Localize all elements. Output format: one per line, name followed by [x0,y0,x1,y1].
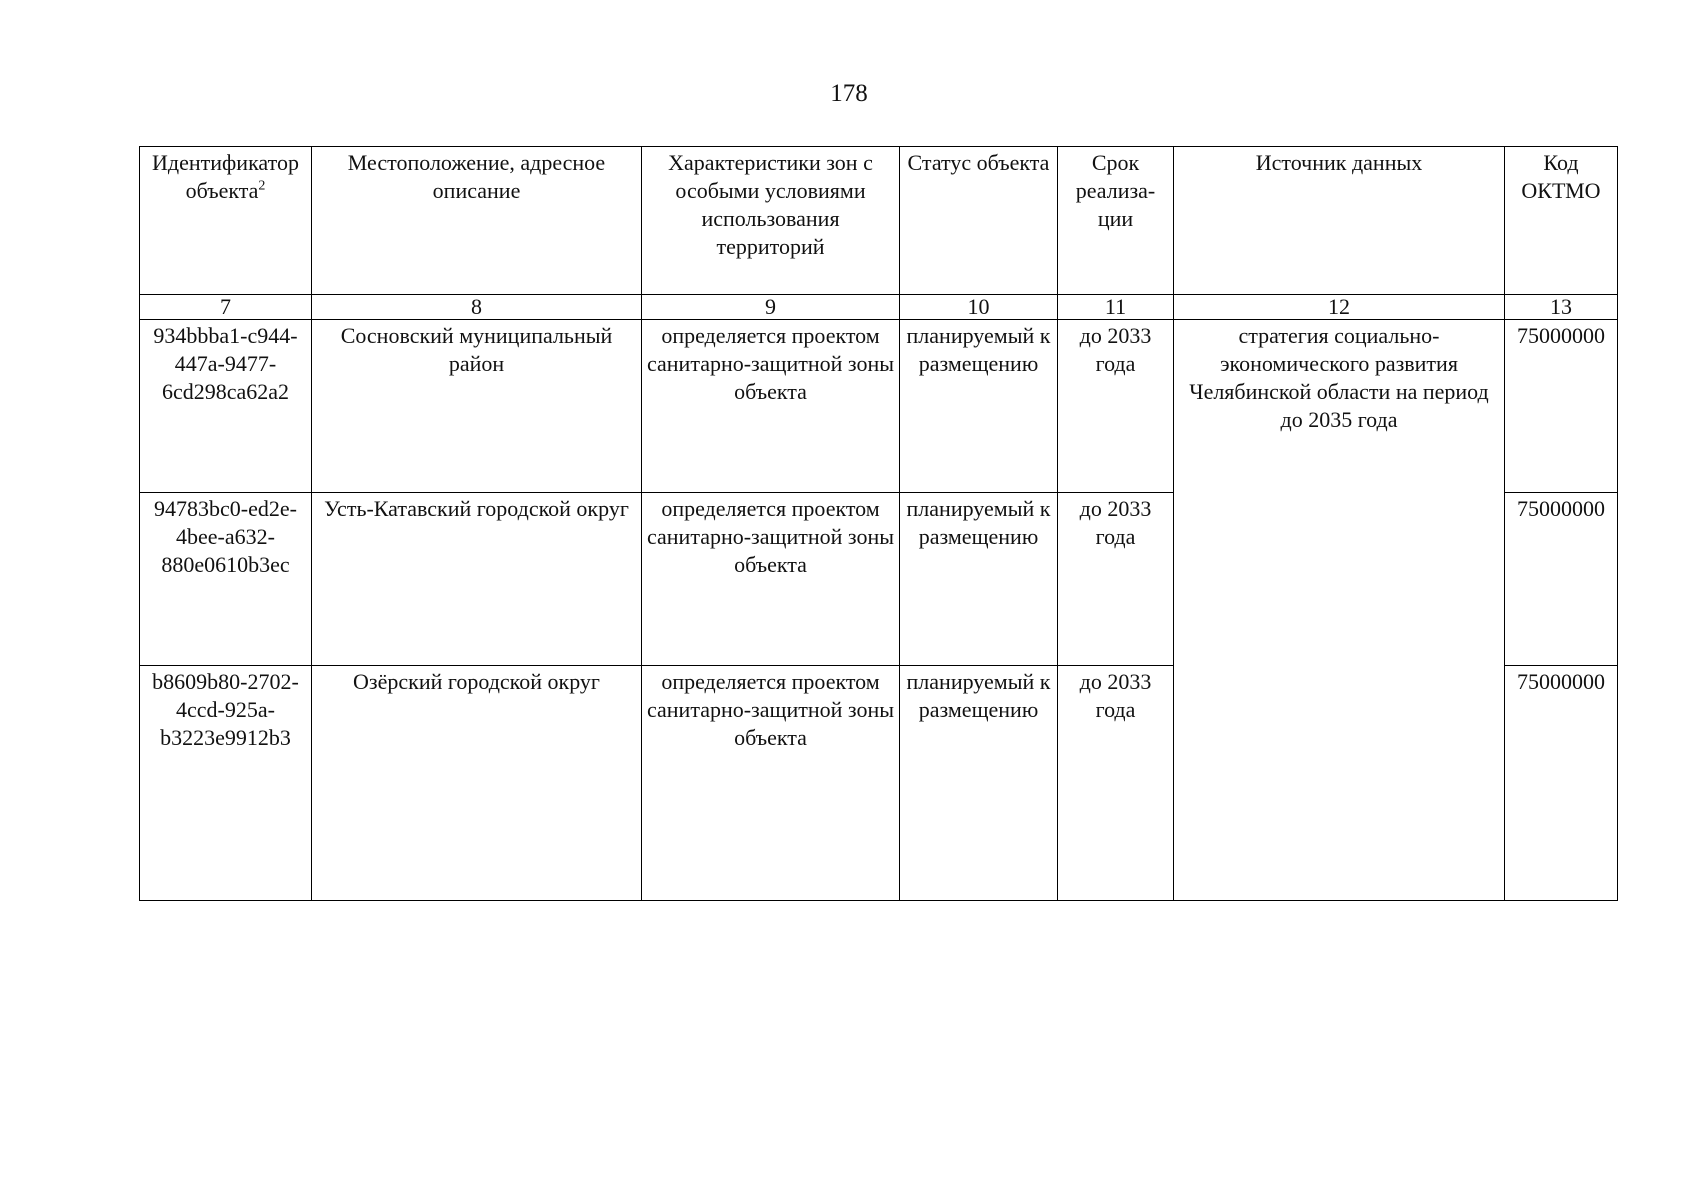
objects-table [139,146,1618,901]
column-number: 10 [900,295,1058,320]
table-row [140,320,1618,493]
object-id: 94783bc0-ed2e-4bee-a632-880e0610b3ec [140,493,312,666]
object-oktmo: 75000000 [1505,493,1618,666]
column-number: 13 [1505,295,1618,320]
header-location: Местоположение, адресное описание [312,147,642,295]
object-zones: определяется проектом санитарно-защитной зоны объекта [642,320,900,493]
column-number: 8 [312,295,642,320]
header-source: Источник данных [1174,147,1505,295]
column-number: 9 [642,295,900,320]
column-number: 7 [140,295,312,320]
object-location: Усть-Катавский городской округ [312,493,642,666]
header-row [140,147,1618,295]
data-source: стратегия социально-экономического развития Челябинской области на период до 2035 года [1174,320,1505,901]
object-oktmo: 75000000 [1505,320,1618,493]
object-id: b8609b80-2702-4ccd-925a-b3223e9912b3 [140,666,312,901]
object-term: до 2033 года [1058,666,1174,901]
header-status: Статус объекта [900,147,1058,295]
object-zones: определяется проектом санитарно-защитной зоны объекта [642,666,900,901]
header-zones: Характеристики зон с особыми условиями использования территорий [642,147,900,295]
object-status: планируемый к размещению [900,666,1058,901]
footnote-marker: 2 [258,178,266,194]
page-number: 178 [830,80,868,107]
header-term: Срок реализа- ции [1058,147,1174,295]
object-term: до 2033 года [1058,493,1174,666]
object-term: до 2033 года [1058,320,1174,493]
column-number-row [140,295,1618,320]
header-oktmo: Код ОКТМО [1505,147,1618,295]
object-oktmo: 75000000 [1505,666,1618,901]
object-zones: определяется проектом санитарно-защитной зоны объекта [642,493,900,666]
object-status: планируемый к размещению [900,320,1058,493]
column-number: 11 [1058,295,1174,320]
object-location: Озёрский городской округ [312,666,642,901]
object-location: Сосновский муниципальный район [312,320,642,493]
column-number: 12 [1174,295,1505,320]
object-id: 934bbba1-c944-447a-9477-6cd298ca62a2 [140,320,312,493]
header-id: Идентификатор объекта$^2$ [140,147,312,295]
object-status: планируемый к размещению [900,493,1058,666]
